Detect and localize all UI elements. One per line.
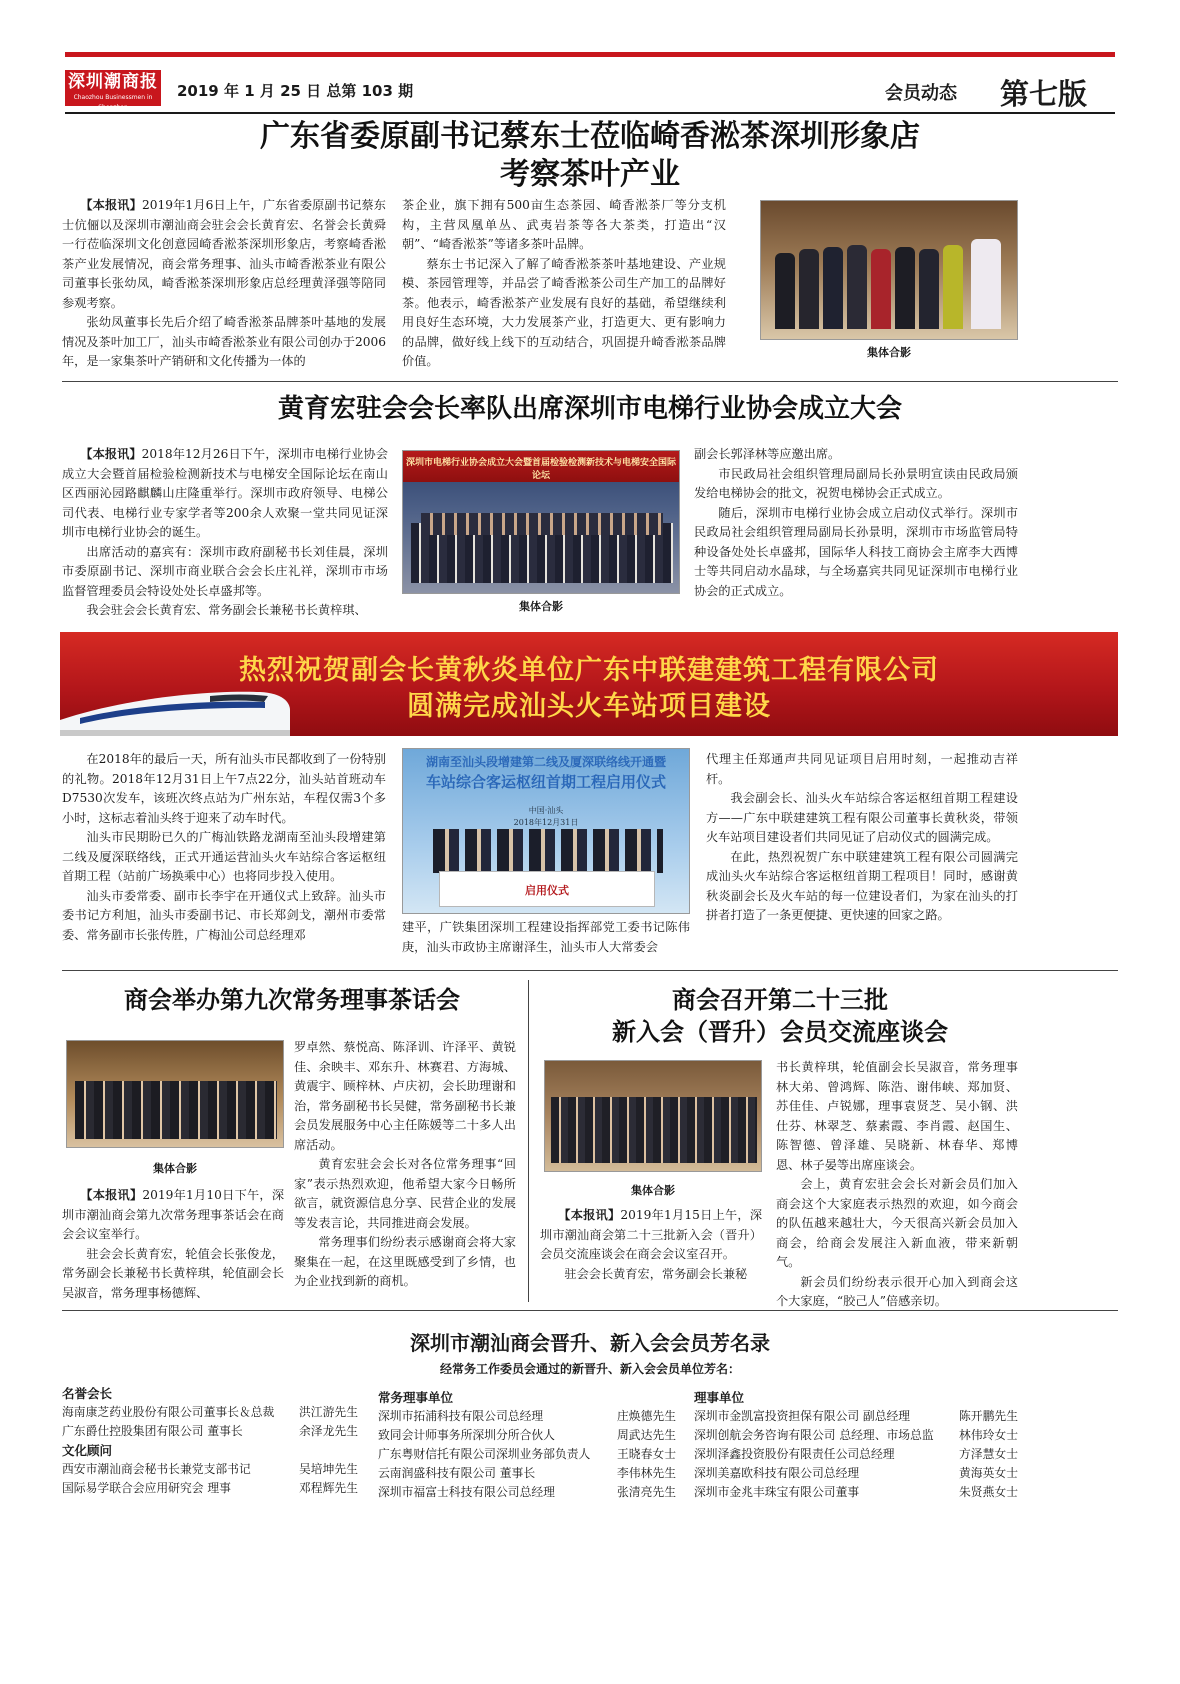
roster-entry: 深圳泽鑫投资股份有限责任公司总经理 方泽慧女士: [694, 1447, 1018, 1461]
article2-column-3: 副会长郭泽林等应邀出席。 市民政局社会组织管理局副局长孙景明宣读由民政局颁发给电梯协会的批文，祝贺电梯协会正式成立。 随后，深圳市电梯行业协会成立启动仪式举行。深圳市民政局社会组织管理局副局长孙景明，深圳市市场监管局特种设备处处长卓盛邦，国际华人科技工商协会主席李大西博士等共同启动水晶球，与全场嘉宾共同见证深圳市电梯行业协会的正式成立。: [694, 447, 1018, 598]
page-number: 第七版: [1000, 77, 1088, 111]
article4-group-photo: [66, 1040, 284, 1148]
person-figure: [971, 239, 1001, 329]
article4-column-2: 罗卓然、蔡悦高、陈泽训、许泽平、黄锐佳、余映丰、邓东升、林赛君、方海城、黄震宇、顾梓林、卢庆初，会长助理谢和治，常务副秘书长吴健，常务副秘书长兼会员发展服务中心主任陈媛等二十多人出席活动。 黄育宏驻会会长对各位常务理事“回家”表示热烈欢迎，他希望大家今日畅所欲言，就资源信息分享、民营企业的发展等发表言论，共同推进商会发展。 常务理事们纷纷表示感谢商会将大家聚集在一起，在这里既感受到了乡情，也为企业找到新的商机。: [294, 1040, 516, 1288]
person-figure: [943, 245, 963, 329]
roster-entry: 深圳市福富士科技有限公司总经理 张清亮先生: [378, 1485, 676, 1499]
article4-headline: 商会举办第九次常务理事茶话会: [124, 985, 460, 1014]
article3-column-3: 代理主任郑通声共同见证项目启用时刻，一起推动吉祥杆。 我会副会长、汕头火车站综合客运枢纽首期工程建设方——广东中联建建筑工程有限公司董事长黄秋炎，带领火车站项目建设者们共同见证了启动仪式的圆满完成。 在此，热烈祝贺广东中联建建筑工程有限公司圆满完成汕头火车站综合客运枢纽首期工程项目！同时，感谢黄秋炎副会长及火车站的每一位建设者们，为家在汕头的打拼者打造了一条更便捷、更快速的回家之路。: [706, 752, 1018, 922]
masthead-divider: [65, 112, 1115, 114]
person-figure: [823, 247, 843, 329]
banner-line-2: 圆满完成汕头火车站项目建设: [407, 691, 771, 722]
masthead: [65, 70, 1115, 110]
photo-place: 中国·汕头: [528, 806, 564, 815]
article2-column-1: 【本报讯】2018年12月26日下午，深圳市电梯行业协会成立大会暨首届检验检测新技术与电梯安全国际论坛在南山区西丽沁园路麒麟山庄隆重举行。深圳市政府领导、电梯公司代表、电梯行业专家学者等200余人欢聚一堂共同见证深圳市电梯行业协会的诞生。 出席活动的嘉宾有：深圳市政府副秘书长刘佳晨，深圳市委原副书记、深圳市商业联合会会长庄礼祥，深圳市市场监督管理委员会特设处处长卓盛邦等。 我会驻会会长黄育宏、常务副会长兼秘书长黄梓琪、: [62, 447, 388, 617]
article3-column-1: 在2018年的最后一天，所有汕头市民都收到了一份特别的礼物。2018年12月31日上午7点22分，汕头站首班动车D7530次发车，该班次终点站为广州东站，车程仅需3个多小时，这标志着汕头终于迎来了动车时代。 汕头市民期盼已久的广梅汕铁路龙湖南至汕头段增建第二线及厦深联络线，正式开通运营汕头火车站综合客运枢纽首期工程（站前广场换乘中心）也将同步投入使用。 汕头市委常委、副市长李宇在开通仪式上致辞。汕头市委书记方利旭，汕头市委副书记、市长郑剑戈，潮州市委常委、常务副市长张传胜，广梅汕公司总经理邓: [62, 752, 386, 942]
section-divider: [62, 970, 1118, 971]
person-figure: [871, 249, 891, 329]
roster-entry: 深圳市拓浦科技有限公司总经理 庄焕德先生: [378, 1409, 676, 1423]
article5-caption: 集体合影: [631, 1184, 675, 1197]
roster-subtitle: 经常务工作委员会通过的新晋升、新入会会员单位芳名：: [439, 1362, 740, 1376]
roster-column-directors: [694, 1388, 1018, 1502]
people-row: [433, 829, 663, 873]
section-divider: [62, 381, 1118, 382]
banner-line-1: 热烈祝贺副会长黄秋炎单位广东中联建建筑工程有限公司: [239, 655, 939, 686]
issue-date: 2019 年 1 月 25 日 总第 103 期: [177, 82, 414, 100]
roster-entry: 国际易学联合会应用研究会 理事 邓程辉先生: [62, 1481, 358, 1495]
article3-column-2: 建平，广铁集团深圳工程建设指挥部党工委书记陈伟庚，汕头市政协主席谢泽生，汕头市人大常委会: [402, 920, 690, 954]
roster-entry: 深圳市金凯富投资担保有限公司 副总经理 陈开鹏先生: [694, 1409, 1018, 1423]
article4-caption: 集体合影: [153, 1162, 197, 1175]
roster-entry: 致同会计师事务所深圳分所合伙人 周武达先生: [378, 1428, 676, 1442]
article5-column-2: 书长黄梓琪，轮值副会长吴淑音，常务理事林大弟、曾鸿辉、陈浩、谢伟峡、郑加贤、苏佳佳、卢锐娜，理事袁贤芝、吴小钢、洪仕芬、林翠芝、蔡素霞、李肖霞、赵国生、陈智德、曾泽雄、吴晓新、林春华、郑博恩、林子晏等出席座谈会。 会上，黄育宏驻会会长对新会员们加入商会这个大家庭表示热烈的欢迎，如今商会的队伍越来越壮大，今天很高兴新会员加入商会，给商会发展注入新血液，带来新朝气。 新会员们纷纷表示很开心加入到商会这个大家庭，“胶己人”倍感亲切。: [776, 1060, 1018, 1308]
crowd-row: [421, 513, 663, 535]
roster-heading: 常务理事单位: [378, 1390, 454, 1405]
photo-banner-line-2: 车站综合客运枢纽首期工程启用仪式: [425, 773, 666, 791]
roster-heading: 文化顾问: [62, 1443, 113, 1458]
article4-column-1: 【本报讯】2019年1月10日下午，深圳市潮汕商会第九次常务理事茶话会在商会会议室举行。 驻会会长黄育宏，轮值会长张俊龙，常务副会长兼秘书长黄梓琪，轮值副会长吴淑音，常务理事杨德辉、: [62, 1188, 285, 1300]
article5-headline: 商会召开第二十三批 新入会（晋升）会员交流座谈会: [612, 985, 948, 1046]
roster-entry: 深圳市金兆丰珠宝有限公司董事 朱贤燕女士: [694, 1485, 1018, 1499]
roster-column-honorary: [62, 1384, 358, 1498]
ceremony-board: [439, 871, 655, 907]
article1-caption: 集体合影: [867, 346, 911, 359]
roster-entry: 深圳创航会务咨询有限公司 总经理、市场总监 林伟玲女士: [694, 1428, 1018, 1442]
article2-group-photo: 深圳市电梯行业协会成立大会暨首届检验检测新技术与电梯安全国际论坛: [402, 450, 680, 594]
article5-tag: 【本报讯】: [558, 1208, 621, 1222]
article2-headline: 黄育宏驻会会长率队出席深圳市电梯行业协会成立大会: [277, 394, 902, 424]
roster-entry: 云南润盛科技有限公司 董事长 李伟林先生: [378, 1466, 676, 1480]
newspaper-logo: 深圳潮商报 Chaozhou Businessmen in Shenzhen: [65, 70, 161, 106]
article4-tag: 【本报讯】: [80, 1188, 143, 1202]
article2-tag: 【本报讯】: [80, 447, 142, 461]
roster-heading: 名誉会长: [62, 1386, 113, 1401]
article1-tag: 【本报讯】: [80, 198, 142, 212]
person-figure: [799, 249, 819, 329]
roster-entry: 广东粤财信托有限公司深圳业务部负责人 王晓春女士: [378, 1447, 676, 1461]
people-row: [75, 1081, 277, 1139]
person-figure: [775, 253, 795, 329]
article3-ceremony-photo: [402, 748, 690, 914]
top-red-rule: [65, 52, 1115, 57]
article1-group-photo: [760, 200, 1018, 340]
article1-column-2: 茶企业，旗下拥有500亩生态茶园、崎香淞茶厂等分支机构，主营凤凰单丛、武夷岩茶等各大茶类，打造出“汉朝”、“崎香淞茶”等诸多茶叶品牌。 蔡东士书记深入了解了崎香淞茶茶叶基地建设、产业规模、茶园管理等，并品尝了崎香淞茶公司生产加工的品牌好茶。他表示，崎香淞茶产业发展有良好的基础，希望继续利用良好生态环境，大力发展茶产业，打造更大、更有影响力的品牌，做好线上线下的互动结合，巩固提升崎香淞茶品牌价值。: [402, 198, 726, 368]
ceremony-sign: 启用仪式: [525, 884, 569, 897]
roster-column-standing: [378, 1388, 676, 1502]
person-figure: [847, 245, 867, 329]
column-divider: [528, 980, 529, 1302]
roster-title: 深圳市潮汕商会晋升、新入会会员芳名录: [410, 1331, 770, 1355]
people-row: [551, 1097, 757, 1163]
article1-headline: 广东省委原副书记蔡东士莅临崎香淞茶深圳形象店 考察茶叶产业: [260, 119, 920, 192]
roster-heading: 理事单位: [694, 1390, 745, 1405]
roster-entry: 深圳美嘉欧科技有限公司总经理 黄海英女士: [694, 1466, 1018, 1480]
article2-caption: 集体合影: [519, 600, 563, 613]
congratulation-banner: [60, 632, 1118, 736]
section-divider: [62, 1310, 1118, 1311]
section-name: 会员动态: [885, 83, 957, 104]
roster-entry: 广东爵仕控股集团有限公司 董事长 余泽龙先生: [62, 1424, 358, 1438]
photo-date: 2018年12月31日: [513, 818, 579, 827]
roster-entry: 海南康芝药业股份有限公司董事长＆总裁 洪江游先生: [62, 1405, 358, 1419]
article5-group-photo: [544, 1060, 762, 1172]
roster-entry: 西安市潮汕商会秘书长兼党支部书记 吴培坤先生: [62, 1462, 358, 1476]
photo-banner-line-1: 湖南至汕头段增建第二线及厦深联络线开通暨: [425, 755, 666, 769]
person-figure: [895, 247, 915, 329]
article5-column-1: 【本报讯】2019年1月15日上午，深圳市潮汕商会第二十三批新入会（晋升）会员交流座谈会在商会会议室召开。 驻会会长黄育宏，常务副会长兼秘: [540, 1208, 763, 1281]
article1-column-1: 【本报讯】2019年1月6日上午，广东省委原副书记蔡东士伉俪以及深圳市潮汕商会驻会会长黄育宏、名誉会长黄舜一行莅临深圳文化创意园崎香淞茶深圳形象店，考察崎香淞茶产业发展情况，商会常务理事、汕头市崎香淞茶业有限公司董事长张幼凤，崎香淞茶深圳形象店总经理黄泽强等陪同参观考察。 张幼凤董事长先后介绍了崎香淞茶品牌茶叶基地的发展情况及茶叶加工厂，汕头市崎香淞茶业有限公司创办于2006年，是一家集茶叶产销研和文化传播为一体的: [62, 198, 386, 368]
person-figure: [919, 249, 939, 329]
